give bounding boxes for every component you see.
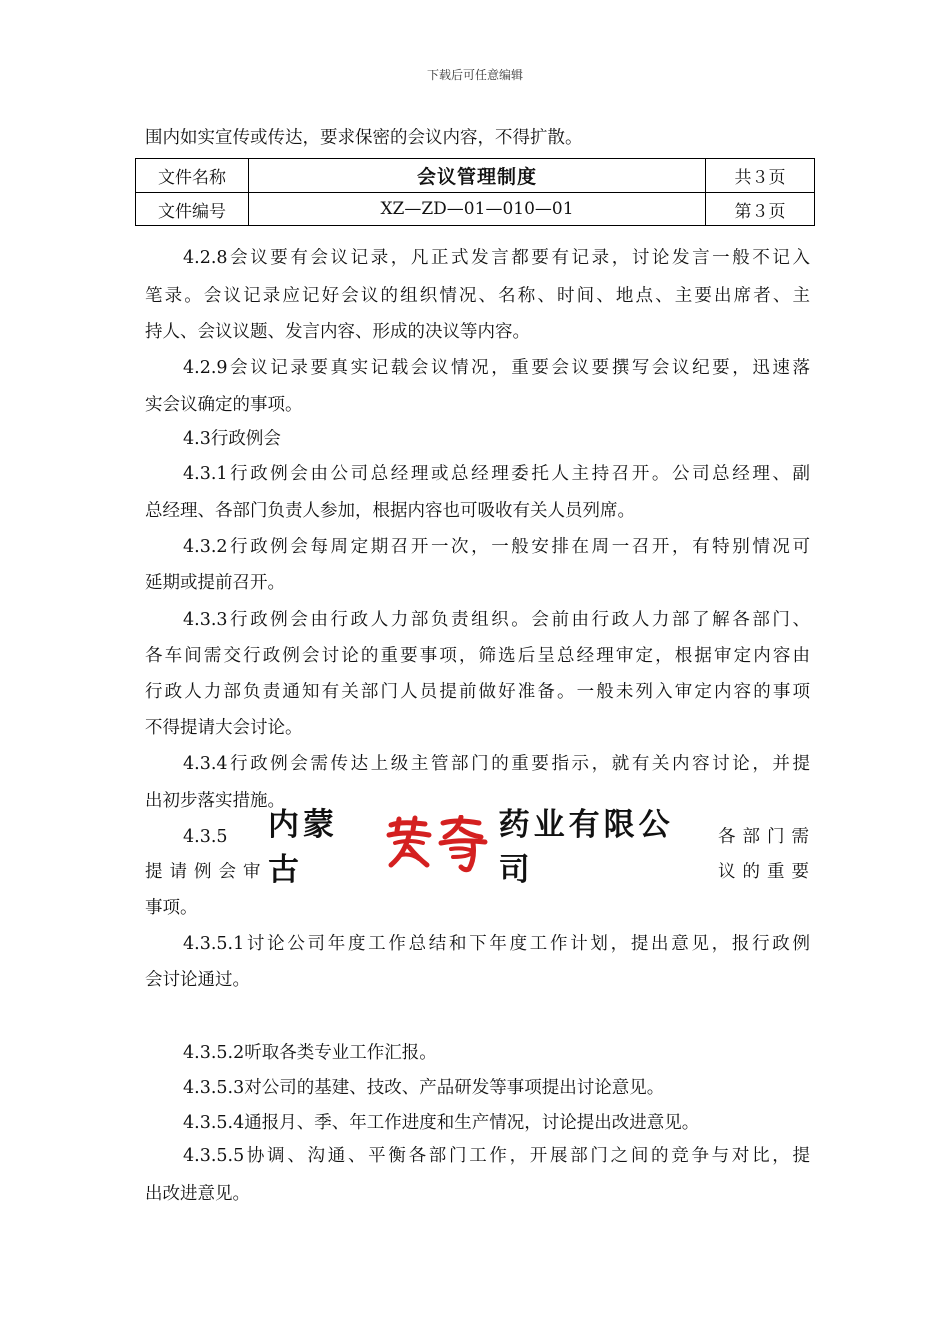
para-line: 出改进意见。 xyxy=(145,1184,250,1204)
para-line: 4.3.5.4通报月、季、年工作进度和生产情况，讨论提出改进意见。 xyxy=(183,1113,700,1133)
brand-calligraphy-logo xyxy=(381,815,491,873)
para-line: 4.3.1行政例会由公司总经理或总经理委托人主持召开。公司总经理、副 xyxy=(183,464,810,484)
para-line: 总经理、各部门负责人参加，根据内容也可吸收有关人员列席。 xyxy=(145,501,635,521)
company-name-prefix: 内蒙古 xyxy=(268,807,338,888)
document-title: 会议管理制度 xyxy=(249,159,706,193)
current-page: 第３页 xyxy=(706,193,815,226)
para-line: 持人、会议议题、发言内容、形成的决议等内容。 xyxy=(145,322,530,342)
file-number-label: 文件编号 xyxy=(136,193,249,226)
obscured-text-right-bottom: 议的重要 xyxy=(718,862,816,882)
total-pages: 共３页 xyxy=(706,159,815,193)
para-line: 4.3.5.1讨论公司年度工作总结和下年度工作计划，提出意见，报行政例 xyxy=(183,934,810,954)
obscured-text-right-top: 各部门需 xyxy=(718,827,816,847)
para-line: 4.3.2行政例会每周定期召开一次，一般安排在周一召开，有特别情况可 xyxy=(183,537,810,557)
para-line: 4.3.5.5协调、沟通、平衡各部门工作，开展部门之间的竞争与对比，提 xyxy=(183,1146,810,1166)
section-heading: 4.3行政例会 xyxy=(183,429,281,449)
para-line: 实会议确定的事项。 xyxy=(145,395,303,415)
para-line: 4.2.8会议要有会议记录，凡正式发言都要有记录，讨论发言一般不记入 xyxy=(183,248,810,268)
para-line: 4.2.9会议记录要真实记载会议情况，重要会议要撰写会议纪要，迅速落 xyxy=(183,358,810,378)
brand-logo-icon xyxy=(381,815,491,873)
para-line: 延期或提前召开。 xyxy=(145,573,285,593)
company-logo-banner xyxy=(268,807,708,888)
para-line: 4.3.5.3对公司的基建、技改、产品研发等事项提出讨论意见。 xyxy=(183,1078,665,1098)
para-line: 4.3.3行政例会由行政人力部负责组织。会前由行政人力部了解各部门、 xyxy=(183,610,810,630)
para-line: 4.3.5.2听取各类专业工作汇报。 xyxy=(183,1043,437,1063)
obscured-text-left-bottom: 提请例会审 xyxy=(145,862,268,882)
para-line: 4.3.4行政例会需传达上级主管部门的重要指示，就有关内容讨论，并提 xyxy=(183,754,810,774)
para-line: 不得提请大会讨论。 xyxy=(145,718,303,738)
intro-line: 围内如实宣传或传达，要求保密的会议内容，不得扩散。 xyxy=(145,128,583,148)
company-name-suffix: 药业有限公司 xyxy=(498,807,674,888)
para-line: 行政人力部负责通知有关部门人员提前做好准备。一般未列入审定内容的事项 xyxy=(145,682,810,702)
obscured-text-tail: 事项。 xyxy=(145,898,198,918)
para-line: 出初步落实措施。 xyxy=(145,791,285,811)
para-line: 各车间需交行政例会讨论的重要事项，筛选后呈总经理审定，根据审定内容由 xyxy=(145,646,810,666)
obscured-text-left-top: 4.3.5 xyxy=(183,827,228,847)
document-info-table xyxy=(135,158,815,226)
file-name-label: 文件名称 xyxy=(136,159,249,193)
file-number: XZ—ZD—01—010—01 xyxy=(249,193,706,226)
page-header-note: 下载后可任意编辑 xyxy=(426,68,523,82)
para-line: 会讨论通过。 xyxy=(145,970,250,990)
para-line: 笔录。会议记录应记好会议的组织情况、名称、时间、地点、主要出席者、主 xyxy=(145,286,810,306)
